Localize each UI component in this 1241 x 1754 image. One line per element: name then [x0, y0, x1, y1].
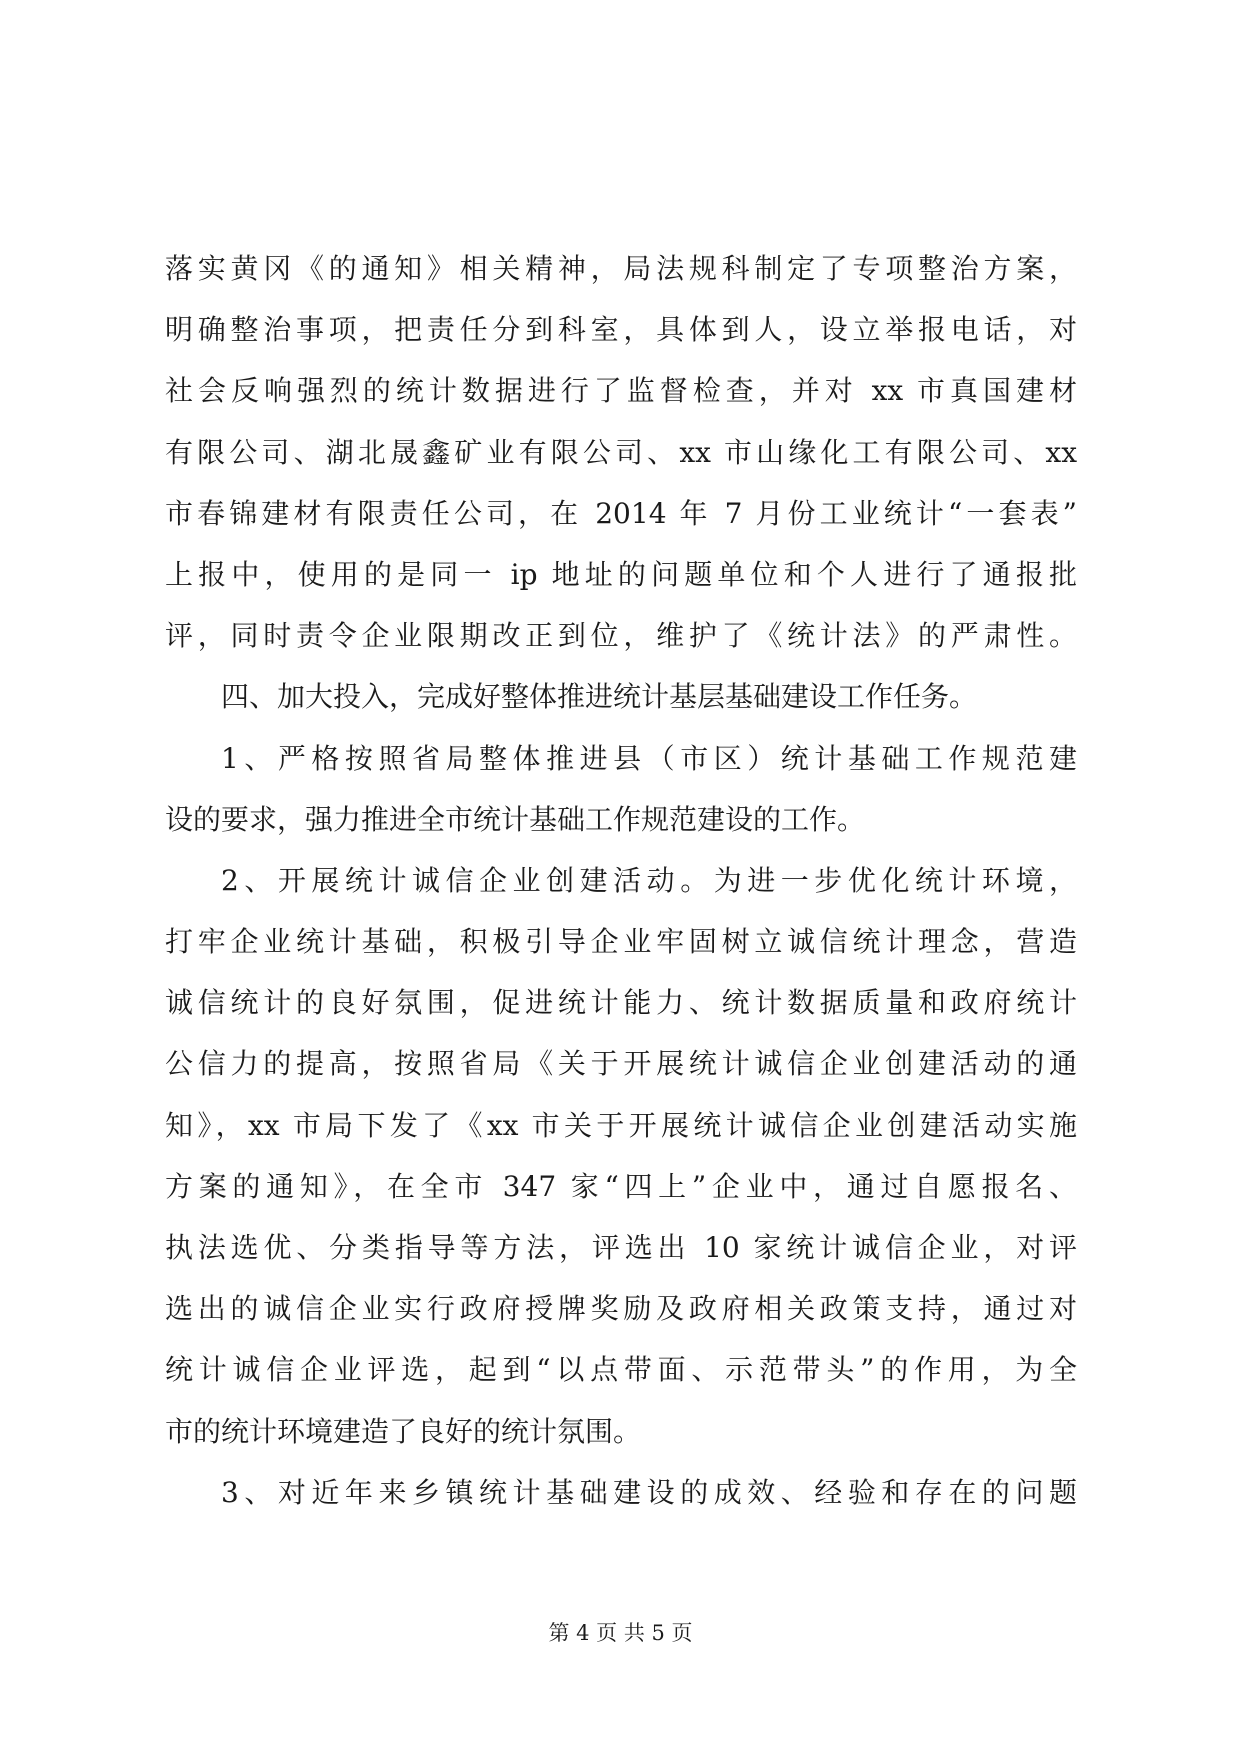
text-line: 3、对近年来乡镇统计基础建设的成效、经验和存在的问题	[221, 1475, 1077, 1509]
text-line: 打牢企业统计基础，积极引导企业牢固树立诚信统计理念，营造	[165, 925, 1077, 959]
text-line: 评，同时责令企业限期改正到位，维护了《统计法》的严肃性。	[165, 619, 1077, 653]
section-heading: 四、加大投入，完成好整体推进统计基层基础建设工作任务。	[221, 680, 978, 714]
text-line: 明确整治事项，把责任分到科室，具体到人，设立举报电话，对	[165, 313, 1077, 347]
text-line: 方案的通知》，在全市 347 家“四上”企业中，通过自愿报名、	[165, 1169, 1077, 1203]
text-line: 知》，xx 市局下发了《xx 市关于开展统计诚信企业创建活动实施	[165, 1108, 1077, 1142]
text-line: 诚信统计的良好氛围，促进统计能力、统计数据质量和政府统计	[165, 986, 1077, 1020]
text-line: 执法选优、分类指导等方法，评选出 10 家统计诚信企业，对评	[165, 1231, 1077, 1264]
text-line: 公信力的提高，按照省局《关于开展统计诚信企业创建活动的通	[165, 1047, 1077, 1081]
text-line: 有限公司、湖北晟鑫矿业有限公司、xx 市山缘化工有限公司、xx	[165, 435, 1077, 469]
text-line: 上报中，使用的是同一 ip 地址的问题单位和个人进行了通报批	[165, 557, 1077, 591]
text-line: 社会反响强烈的统计数据进行了监督检查，并对 xx 市真国建材	[165, 374, 1077, 408]
body-text	[165, 238, 1077, 1523]
page-number-footer: 第 4 页 共 5 页	[548, 1621, 693, 1645]
text-line: 统计诚信企业评选，起到“以点带面、示范带头”的作用，为全	[165, 1353, 1077, 1387]
text-line: 设的要求，强力推进全市统计基础工作规范建设的工作。	[165, 802, 866, 836]
text-line: 落实黄冈《的通知》相关精神，局法规科制定了专项整治方案，	[165, 252, 1077, 285]
text-line: 市的统计环境建造了良好的统计氛围。	[165, 1414, 642, 1448]
text-line: 市春锦建材有限责任公司，在 2014 年 7 月份工业统计“一套表”	[165, 496, 1077, 530]
text-line: 1、严格按照省局整体推进县（市区）统计基础工作规范建	[221, 741, 1077, 775]
text-line: 2、开展统计诚信企业创建活动。为进一步优化统计环境，	[221, 863, 1077, 897]
text-line: 选出的诚信企业实行政府授牌奖励及政府相关政策支持，通过对	[165, 1292, 1077, 1326]
